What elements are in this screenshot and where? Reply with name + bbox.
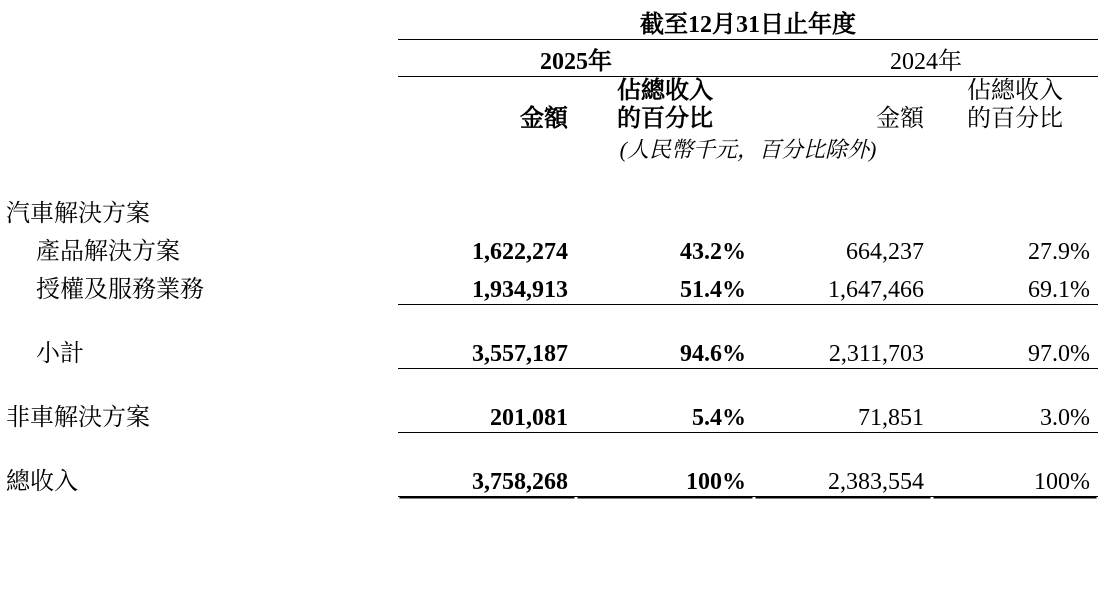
row-label-total-revenue: 總收入 bbox=[6, 469, 78, 495]
table-row bbox=[6, 394, 1098, 432]
table-row bbox=[6, 330, 1098, 368]
spacer-before-nonauto bbox=[6, 368, 1098, 394]
columns-blank-cell-2 bbox=[6, 105, 398, 133]
total-revenue-percent-2024: 100% bbox=[932, 458, 1098, 496]
subtotal-percent-2024: 97.0% bbox=[932, 330, 1098, 368]
spacer-before-subtotal bbox=[6, 304, 1098, 330]
product-solutions-percent-2024: 27.9% bbox=[1028, 239, 1090, 265]
row-auto-solutions-b2 bbox=[932, 190, 1098, 228]
table-row bbox=[6, 190, 1098, 228]
revenue-breakdown-table bbox=[6, 4, 1098, 497]
licensing-services-amount-2024: 1,647,466 bbox=[754, 266, 932, 304]
unit-note: (人民幣千元，百分比除外) bbox=[619, 137, 877, 162]
row-label-non-auto-solutions: 非車解決方案 bbox=[6, 405, 150, 431]
unit-blank-cell bbox=[6, 133, 398, 164]
spacer-cell bbox=[6, 368, 1098, 394]
subtotal-percent-2025: 94.6% bbox=[576, 330, 754, 368]
non-auto-percent-2024: 3.0% bbox=[932, 394, 1098, 432]
subtotal-amount-2025: 3,557,187 bbox=[398, 330, 576, 368]
percent-2025-header-line1: 佔總收入 bbox=[617, 78, 713, 104]
percent-2024-header-line2: 的百分比 bbox=[967, 106, 1063, 132]
percent-2025-header-line2: 的百分比 bbox=[617, 106, 713, 132]
table-row bbox=[6, 266, 1098, 304]
row-auto-solutions-a2 bbox=[576, 190, 754, 228]
year-header-2025: 2025年 bbox=[398, 40, 754, 77]
total-revenue-amount-2025: 3,758,268 bbox=[398, 458, 576, 496]
header-row-years bbox=[6, 40, 1098, 77]
amount-2025-spacer bbox=[398, 77, 576, 106]
period-header: 截至12月31日止年度 bbox=[398, 4, 1098, 40]
total-revenue-percent-2025: 100% bbox=[576, 458, 754, 496]
amount-2025-header: 金額 bbox=[520, 106, 568, 132]
amount-2024-header: 金額 bbox=[876, 106, 924, 132]
non-auto-amount-2024: 71,851 bbox=[754, 394, 932, 432]
non-auto-amount-2025: 201,081 bbox=[398, 394, 576, 432]
spacer-cell bbox=[6, 304, 1098, 330]
header-row-unit bbox=[6, 133, 1098, 164]
licensing-services-percent-2024: 69.1% bbox=[932, 266, 1098, 304]
year-header-2024: 2024年 bbox=[754, 40, 1098, 77]
header-row-columns-line2 bbox=[6, 105, 1098, 133]
row-label-auto-solutions: 汽車解決方案 bbox=[6, 201, 150, 227]
row-auto-solutions-a1 bbox=[398, 190, 576, 228]
header-row-columns-line1 bbox=[6, 77, 1098, 106]
row-label-licensing-services: 授權及服務業務 bbox=[36, 277, 204, 303]
amount-2024-spacer bbox=[754, 77, 932, 106]
subtotal-amount-2024: 2,311,703 bbox=[754, 330, 932, 368]
licensing-services-percent-2025: 51.4% bbox=[576, 266, 754, 304]
header-row-period bbox=[6, 4, 1098, 40]
header-blank-cell bbox=[6, 4, 398, 40]
product-solutions-amount-2024: 664,237 bbox=[846, 239, 924, 265]
product-solutions-percent-2025: 43.2% bbox=[680, 239, 746, 265]
year-blank-cell bbox=[6, 40, 398, 77]
licensing-services-amount-2025: 1,934,913 bbox=[398, 266, 576, 304]
spacer-cell bbox=[6, 164, 1098, 190]
row-auto-solutions-b1 bbox=[754, 190, 932, 228]
total-revenue-amount-2024: 2,383,554 bbox=[754, 458, 932, 496]
row-label-product-solutions: 產品解決方案 bbox=[36, 239, 180, 265]
percent-2024-header-line1: 佔總收入 bbox=[967, 78, 1063, 104]
financial-table-page bbox=[0, 4, 1112, 616]
spacer-cell bbox=[6, 432, 1098, 458]
columns-blank-cell-1 bbox=[6, 77, 398, 106]
table-row bbox=[6, 458, 1098, 496]
table-row bbox=[6, 228, 1098, 266]
row-label-subtotal: 小計 bbox=[36, 341, 84, 367]
spacer-after-header bbox=[6, 164, 1098, 190]
spacer-before-total bbox=[6, 432, 1098, 458]
product-solutions-amount-2025: 1,622,274 bbox=[472, 239, 568, 265]
non-auto-percent-2025: 5.4% bbox=[576, 394, 754, 432]
